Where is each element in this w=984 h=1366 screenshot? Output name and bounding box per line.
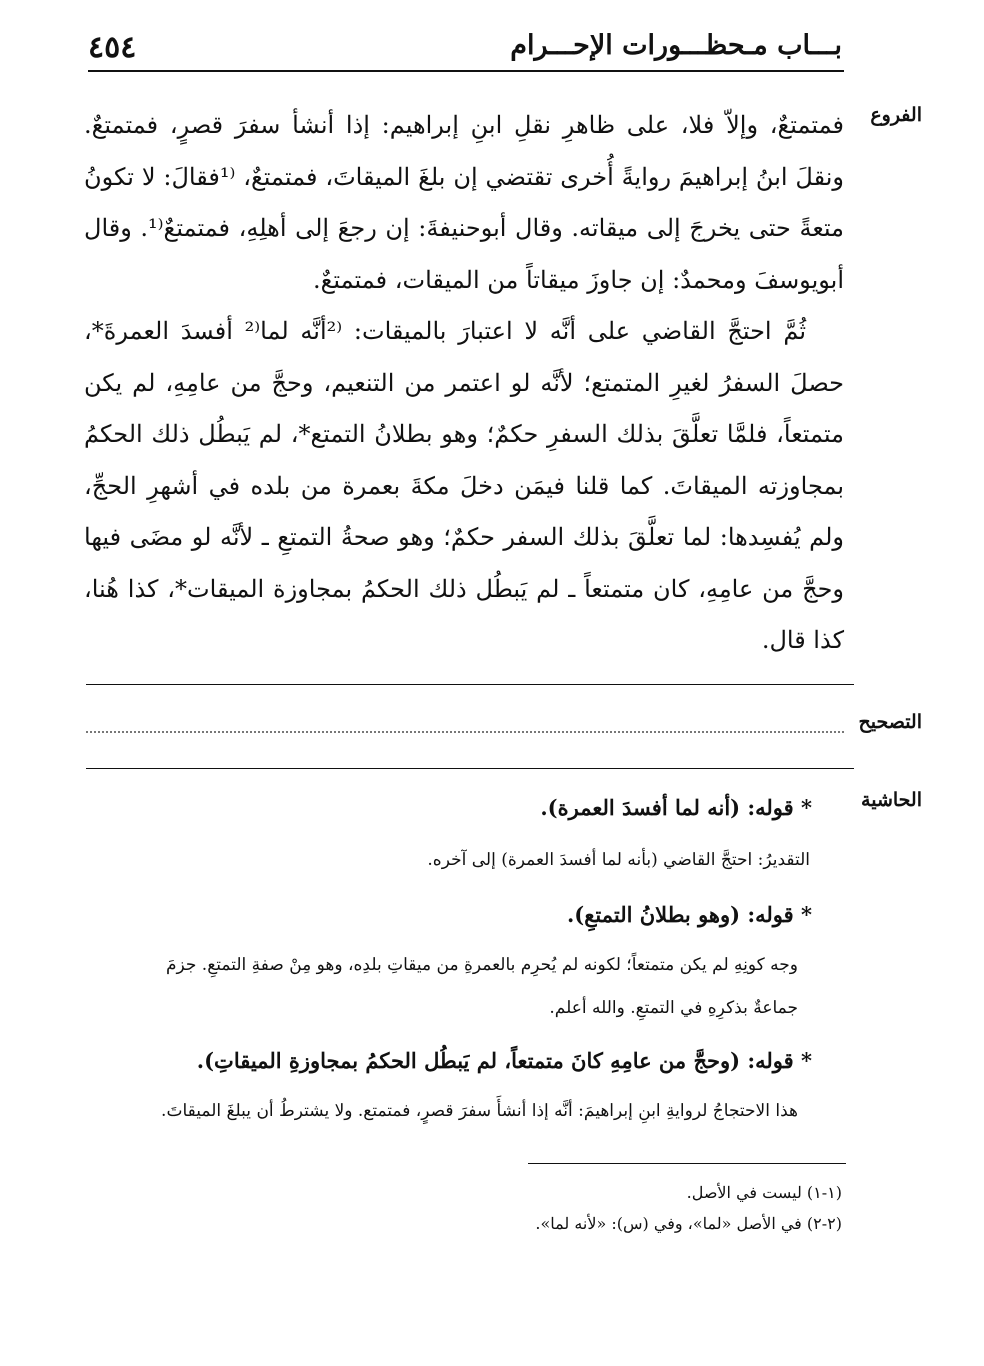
margin-label-furu: الفروع bbox=[870, 104, 922, 126]
footnote-rule bbox=[528, 1163, 846, 1164]
hashiya-paragraph: التقديرُ: احتجَّ القاضي (بأنه لما أفسدَ العمرة) إلى آخره. bbox=[427, 850, 810, 870]
margin-label-tashih: التصحيح bbox=[858, 711, 922, 733]
hashiya-qawl-2: * قوله: (وهو بطلانُ التمتعِ). bbox=[566, 902, 812, 927]
main-paragraph: ثُمَّ احتجَّ القاضي على أنَّه لا اعتبارَ بالميقات: ⁽²أنَّه لما⁽² أفسدَ العمرةَ*، حصلَ السفرُ لغيرِ المتمتع؛ لأنَّه لو اعتمر من التنعيم، وحجَّ من عامِهِ، لم يكن متمتعاً، فلمَّا تعلَّقَ بذلك السفرِ حكمٌ؛ وهو بطلانُ التمتع*، لم يَبطُل ذلك الحكمُ بمجاوزته الميقاتَ. كما قلنا فيمَن دخلَ مكةَ بعمرة من بلده في أشهرِ الحجِّ، ولم يُفسِدها: لما تعلَّقَ بذلك السفر حكمٌ؛ وهو صحةُ التمتعِ ـ لأنَّه لو مضَى فيها وحجَّ من عامِهِ، كان متمتعاً ـ لم يَبطُل ذلك الحكمُ بمجاوزة الميقات*، كذا هُنا، كذا قال. bbox=[84, 317, 844, 654]
footnote: (١-١) ليست في الأصل. bbox=[686, 1183, 842, 1202]
hashiya-paragraph: وجه كونِهِ لم يكن متمتعاً؛ لكونه لم يُحرِم بالعمرةِ من ميقاتِ بلدِه، وهو مِنْ صفةِ التمتعِ. جزمَ bbox=[165, 955, 798, 975]
hashiya-qawl-1: * قوله: (أنه لما أفسدَ العمرة). bbox=[540, 795, 812, 820]
page-number: ٤٥٤ bbox=[88, 30, 137, 65]
hashiya-paragraph: هذا الاحتجاجُ لروايةِ ابنِ إبراهيمَ: أنَّه إذا أنشأَ سفرَ قصرٍ، فمتمتع. ولا يشترطُ أن يبلغَ الميقاتَ. bbox=[161, 1101, 798, 1121]
main-paragraph: فمتمتعٌ، وإلاّ فلا، على ظاهرِ نقلِ ابنِ إبراهيم: إذا أنشأ سفرَ قصرٍ، فمتمتعٌ. ونقلَ ابنُ إبراهيمَ روايةً أُخرى تقتضي إن بلغَ الميقاتَ، فمتمتعٌ، ⁽¹فقالَ: لا تكونُ متعةً حتى يخرجَ إلى ميقاته. وقال أبوحنيفةَ: إن رجعَ إلى أهلِهِ، فمتمتعٌ⁽¹. وقال أبويوسفَ ومحمدٌ: إن جاوزَ ميقاتاً من الميقات، فمتمتعٌ. bbox=[84, 111, 844, 294]
hashiya-paragraph: جماعةٌ بذكرِهِ في التمتعِ. والله أعلم. bbox=[549, 998, 798, 1018]
footnote: (٢-٢) في الأصل «لما»، وفي (س): «لأنه لما». bbox=[535, 1214, 842, 1233]
running-title: بـــاب مـحظـــورات الإحـــرام bbox=[510, 30, 842, 61]
margin-label-hashiya: الحاشية bbox=[861, 789, 922, 811]
hashiya-qawl-3: * قوله: (وحجَّ من عامِهِ كانَ متمتعاً، لم يَبطُل الحكمُ بمجاوزةِ الميقاتِ). bbox=[196, 1048, 812, 1073]
hashiya-section bbox=[86, 0, 854, 1366]
